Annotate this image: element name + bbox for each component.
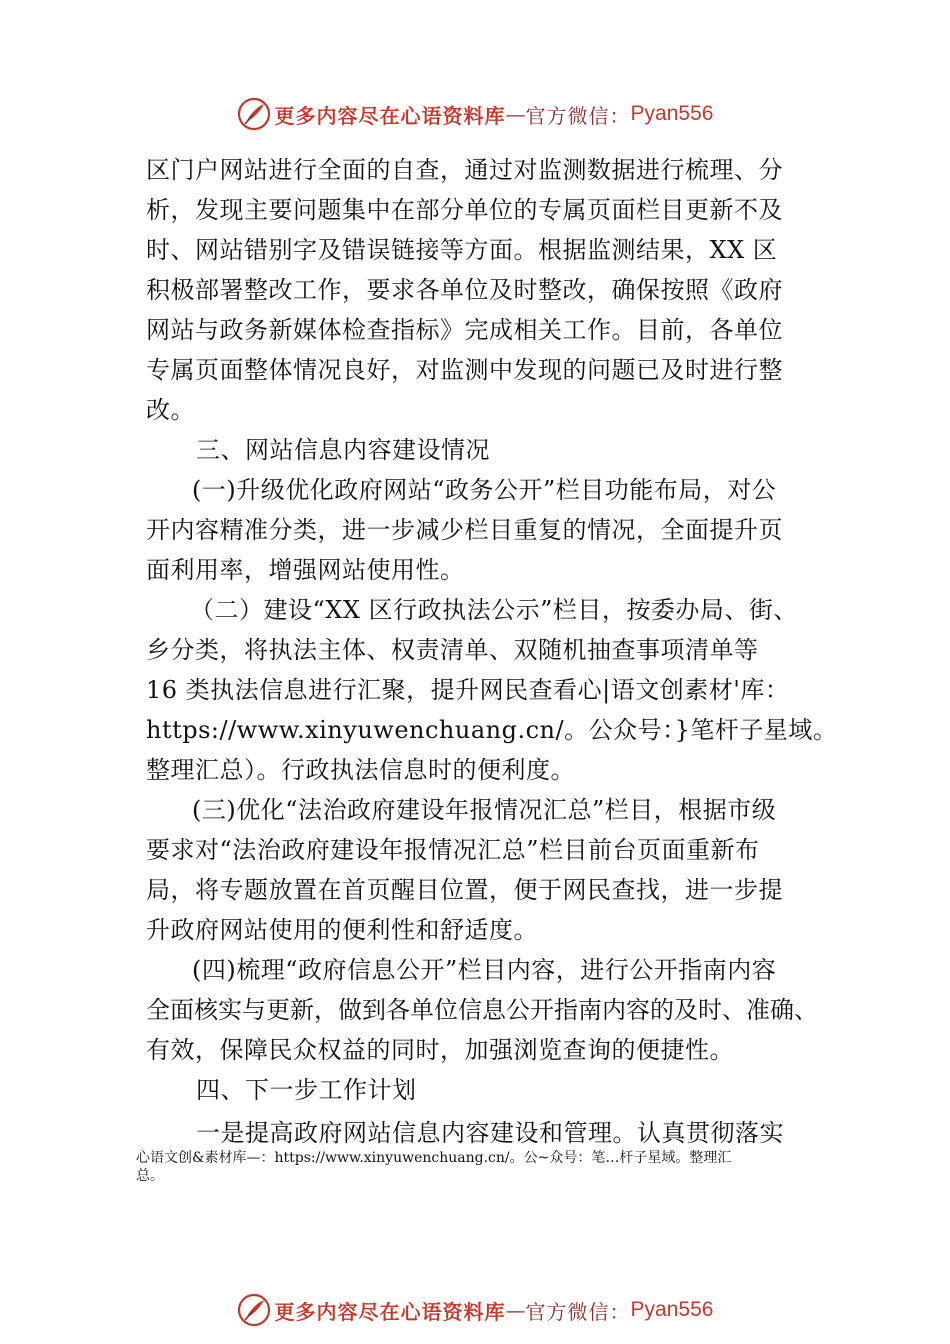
body-line: 开内容精准分类，进一步减少栏目重复的情况，全面提升页 xyxy=(146,516,783,544)
footnote-line: 心语文创&素材库—：https://www.xinyuwenchuang.cn/。公~众号：笔…杆子星域。整理汇 xyxy=(136,1150,732,1166)
feather-pen-logo-icon xyxy=(237,1293,271,1327)
footer-wechat-label: 官方微信： xyxy=(525,1299,631,1324)
body-line: 局，将专题放置在首页醒目位置，便于网民查找，进一步提 xyxy=(146,876,783,904)
body-line: (三)优化“法治政府建设年报情况汇总”栏目，根据市级 xyxy=(192,796,777,824)
body-line: 改。 xyxy=(146,396,195,424)
footer-separator: — xyxy=(505,1298,526,1322)
header-title: 更多内容尽在心语资料库 xyxy=(274,103,506,128)
body-line: 升政府网站使用的便利性和舒适度。 xyxy=(146,916,538,944)
body-line: 要求对“法治政府建设年报情况汇总”栏目前台页面重新布 xyxy=(146,836,760,864)
body-line: 专属页面整体情况良好，对监测中发现的问题已及时进行整 xyxy=(146,356,783,384)
body-line: 整理汇总）。行政执法信息时的便利度。 xyxy=(146,756,575,784)
body-line: 析，发现主要问题集中在部分单位的专属页面栏目更新不及 xyxy=(146,196,783,224)
feather-pen-logo-icon xyxy=(237,97,271,131)
footer-wechat-id: Pyan556 xyxy=(630,1298,714,1321)
body-line: 一是提高政府网站信息内容建设和管理。认真贯彻落实 xyxy=(196,1119,784,1147)
header-banner xyxy=(0,92,950,136)
body-line: （二）建设“XX 区行政执法公示”栏目，按委办局、街、 xyxy=(190,596,798,624)
body-line: (四)梳理“政府信息公开”栏目内容，进行公开指南内容 xyxy=(192,956,777,984)
body-line: 有效，保障民众权益的同时，加强浏览查询的便捷性。 xyxy=(146,1036,734,1064)
body-line: 乡分类，将执法主体、权责清单、双随机抽查事项清单等 xyxy=(146,636,759,664)
body-line: 时、网站错别字及错误链接等方面。根据监测结果，XX 区 xyxy=(146,236,778,264)
header-wechat-id: Pyan556 xyxy=(630,102,714,125)
footer-title: 更多内容尽在心语资料库 xyxy=(274,1299,506,1324)
body-line: (一)升级优化政府网站“政务公开”栏目功能布局，对公 xyxy=(192,476,777,504)
body-line: 面利用率，增强网站使用性。 xyxy=(146,556,465,584)
body-line: 全面核实与更新，做到各单位信息公开指南内容的及时、准确、 xyxy=(146,996,818,1024)
footnote-line: 总。 xyxy=(136,1168,164,1184)
body-line: 区门户网站进行全面的自查，通过对监测数据进行梳理、分 xyxy=(146,156,783,184)
section-heading-3: 三、网站信息内容建设情况 xyxy=(196,436,490,464)
header-separator: — xyxy=(505,102,526,126)
header-wechat-label: 官方微信： xyxy=(525,103,631,128)
body-line: 16 类执法信息进行汇聚，提升网民查看心|语文创素材'库： xyxy=(146,676,790,704)
body-line: 积极部署整改工作，要求各单位及时整改，确保按照《政府 xyxy=(146,276,783,304)
body-line: 网站与政务新媒体检查指标》完成相关工作。目前，各单位 xyxy=(146,316,783,344)
section-heading-4: 四、下一步工作计划 xyxy=(196,1076,417,1104)
footer-banner xyxy=(0,1288,950,1332)
body-line: https://www.xinyuwenchuang.cn/。公众号：}笔杆子星域。 xyxy=(146,716,838,744)
